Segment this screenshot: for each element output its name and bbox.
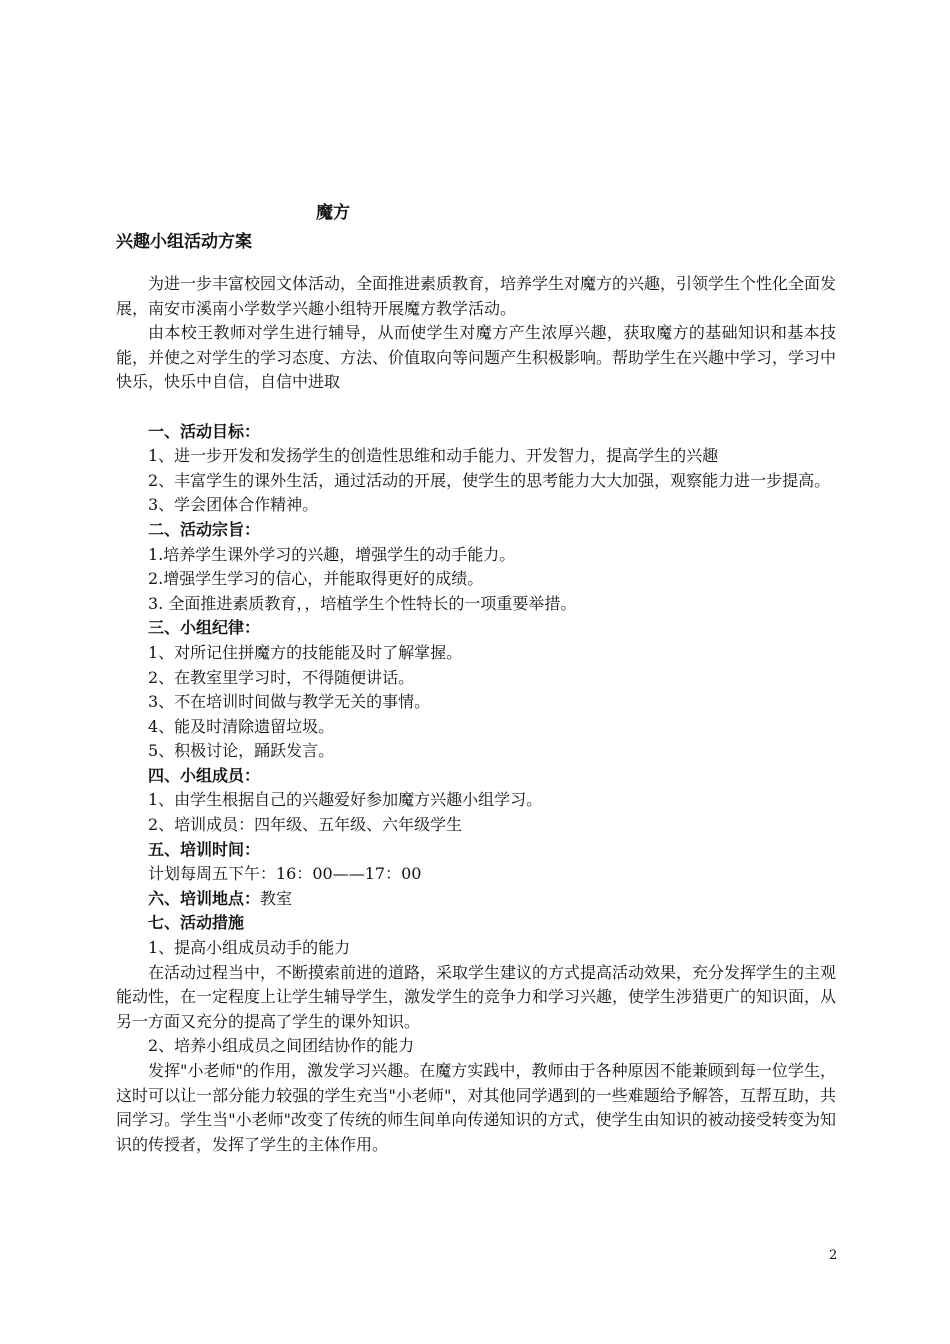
list-item: 在活动过程当中，不断摸索前进的道路，采取学生建议的方式提高活动效果，充分发挥学生的主观能动性，在一定程度上让学生辅导学生，激发学生的竞争力和学习兴趣，使学生涉猎更广的知识面，从另一方面又充分的提高了学生的课外知识。 <box>116 962 837 1031</box>
list-item: 3、学会团体合作精神。 <box>148 495 319 515</box>
list-item: 2、丰富学生的课外生活，通过活动的开展，使学生的思考能力大大加强，观察能力进一步提高。 <box>148 470 831 490</box>
section-heading-time: 五、培训时间： <box>148 839 261 859</box>
document-body <box>116 272 836 1157</box>
list-item: 1、提高小组成员动手的能力 <box>148 938 351 958</box>
section-heading-purpose: 二、活动宗旨： <box>148 519 261 539</box>
list-item: 1、由学生根据自己的兴趣爱好参加魔方兴趣小组学习。 <box>148 790 543 810</box>
list-item: 1.培养学生课外学习的兴趣，增强学生的动手能力。 <box>148 544 516 564</box>
list-item: 2、培训成员：四年级、五年级、六年级学生 <box>148 815 463 835</box>
section-heading-measures: 七、活动措施 <box>148 913 245 933</box>
location-value: 教室 <box>260 888 293 908</box>
page-number: 2 <box>829 1248 838 1263</box>
list-item: 5、积极讨论，踊跃发言。 <box>148 741 335 761</box>
list-item: 1、进一步开发和发扬学生的创造性思维和动手能力、开发智力，提高学生的兴趣 <box>148 446 719 466</box>
list-item: 2.增强学生学习的信心，并能取得更好的成绩。 <box>148 569 484 589</box>
section-heading-goals: 一、活动目标： <box>148 421 261 441</box>
list-item: 2、在教室里学习时，不得随便讲话。 <box>148 667 415 687</box>
list-item: 计划每周五下午：16：00——17：00 <box>148 864 422 884</box>
list-item: 发挥"小老师"的作用，激发学习兴趣。在魔方实践中，教师由于各种原因不能兼顾到每一位学生，这时可以让一部分能力较强的学生充当"小老师"，对其他同学遇到的一些难题给予解答，互帮互助，共同学习。学生当"小老师"改变了传统的师生间单向传递知识的方式，使学生由知识的被动接受转变为知识的传授者，发挥了学生的主体作用。 <box>116 1061 836 1154</box>
document-title: 魔方 <box>316 203 350 223</box>
document-subtitle: 兴趣小组活动方案 <box>116 232 252 252</box>
section-heading-members: 四、小组成员： <box>148 765 261 785</box>
location-label: 六、培训地点： <box>148 888 261 908</box>
intro-paragraph: 为进一步丰富校园文体活动，全面推进素质教育，培养学生对魔方的兴趣，引领学生个性化全面发展，南安市溪南小学数学兴趣小组特开展魔方教学活动。 <box>116 274 837 318</box>
list-item: 4、能及时清除遗留垃圾。 <box>148 716 335 736</box>
section-heading-location <box>116 887 836 912</box>
list-item: 1、对所记住拼魔方的技能能及时了解掌握。 <box>148 642 463 662</box>
list-item: 3、不在培训时间做与教学无关的事情。 <box>148 692 431 712</box>
intro-paragraph: 由本校王教师对学生进行辅导，从而使学生对魔方产生浓厚兴趣，获取魔方的基础知识和基本技能，并使之对学生的学习态度、方法、价值取向等问题产生积极影响。帮助学生在兴趣中学习，学习中快乐，快乐中自信，自信中进取 <box>116 323 837 392</box>
section-heading-discipline: 三、小组纪律： <box>148 618 261 638</box>
list-item: 3. 全面推进素质教育，，培植学生个性特长的一项重要举措。 <box>148 593 577 613</box>
list-item: 2、培养小组成员之间团结协作的能力 <box>148 1036 415 1056</box>
